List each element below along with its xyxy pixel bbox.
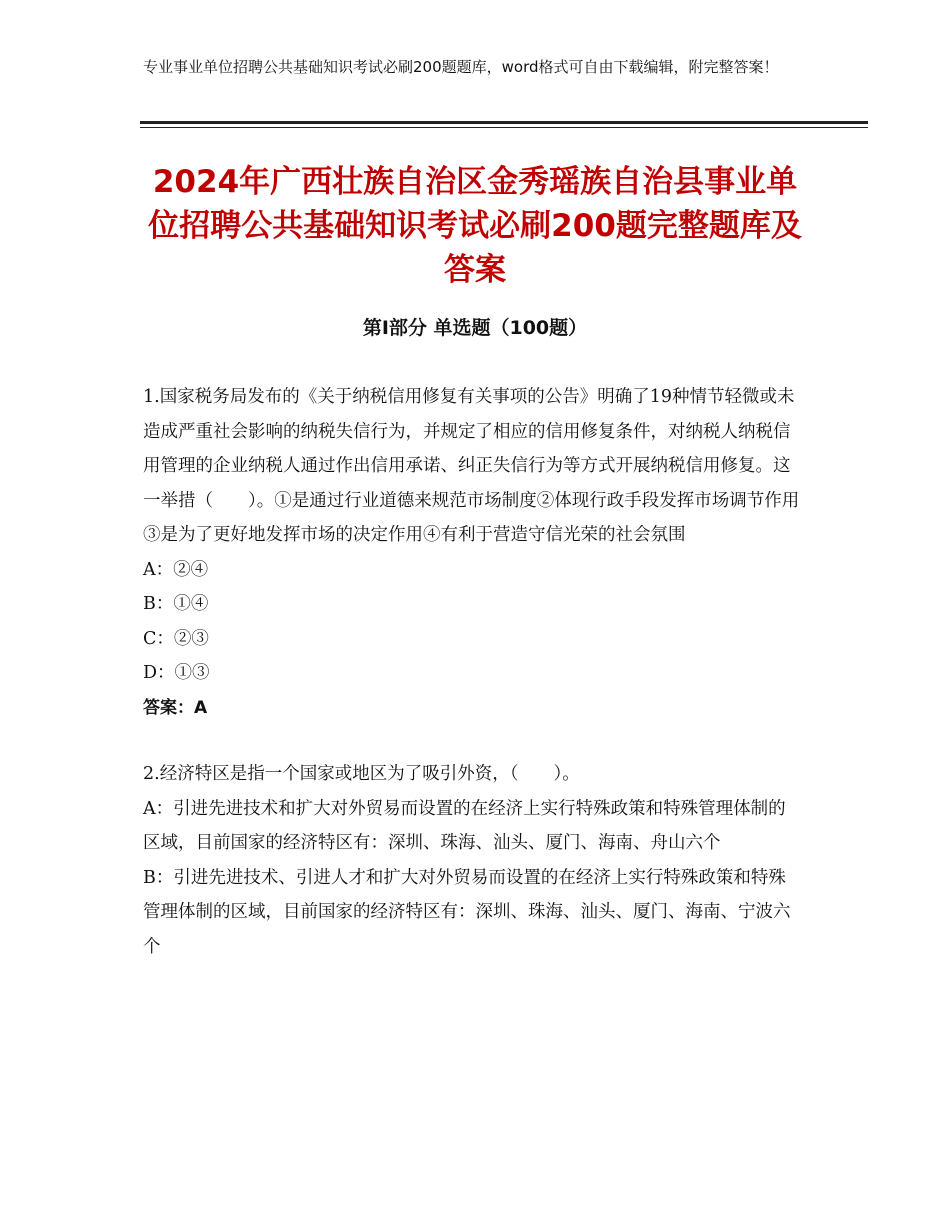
option-a: A：引进先进技术和扩大对外贸易而设置的在经济上实行特殊政策和特殊管理体制的区域，目前国家的经济特区有：深圳、珠海、汕头、厦门、海南、舟山六个 [143, 798, 786, 853]
question-1 [143, 380, 803, 725]
question-stem: 2.经济特区是指一个国家或地区为了吸引外资，（ ）。 [143, 764, 580, 784]
option-a: A：②④ [143, 559, 209, 580]
question-list [143, 380, 803, 996]
question-2 [143, 757, 803, 964]
option-b: B：①④ [143, 594, 209, 614]
section-heading: 第Ⅰ部分 单选题（100题） [362, 317, 588, 339]
option-c: C：②③ [143, 628, 209, 649]
header-note: 专业事业单位招聘公共基础知识考试必刷200题题库，word格式可自由下载编辑，附完整答案！ [143, 58, 779, 76]
option-b: B：引进先进技术、引进人才和扩大对外贸易而设置的在经济上实行特殊政策和特殊管理体制的区域，目前国家的经济特区有：深圳、珠海、汕头、厦门、海南、宁波六个 [143, 867, 791, 957]
document-title: 2024年广西壮族自治区金秀瑶族自治县事业单位招聘公共基础知识考试必刷200题完整题库及答案 [148, 164, 802, 288]
question-stem: 1.国家税务局发布的《关于纳税信用修复有关事项的公告》明确了19种情节轻微或未造成严重社会影响的纳税失信行为，并规定了相应的信用修复条件，对纳税人纳税信用管理的企业纳税人通过作出信用承诺、纠正失信行为等方式开展纳税信用修复。这一举措（ ）。①是通过行业道德来规范市场制度②体现行政手段发挥市场调节作用③是为了更好地发挥市场的决定作用④有利于营造守信光荣的社会氛围 [143, 387, 800, 545]
option-d: D：①③ [143, 663, 210, 683]
answer: 答案：A [143, 697, 208, 718]
header-rule [140, 121, 868, 124]
header-rule-thin [140, 127, 868, 128]
